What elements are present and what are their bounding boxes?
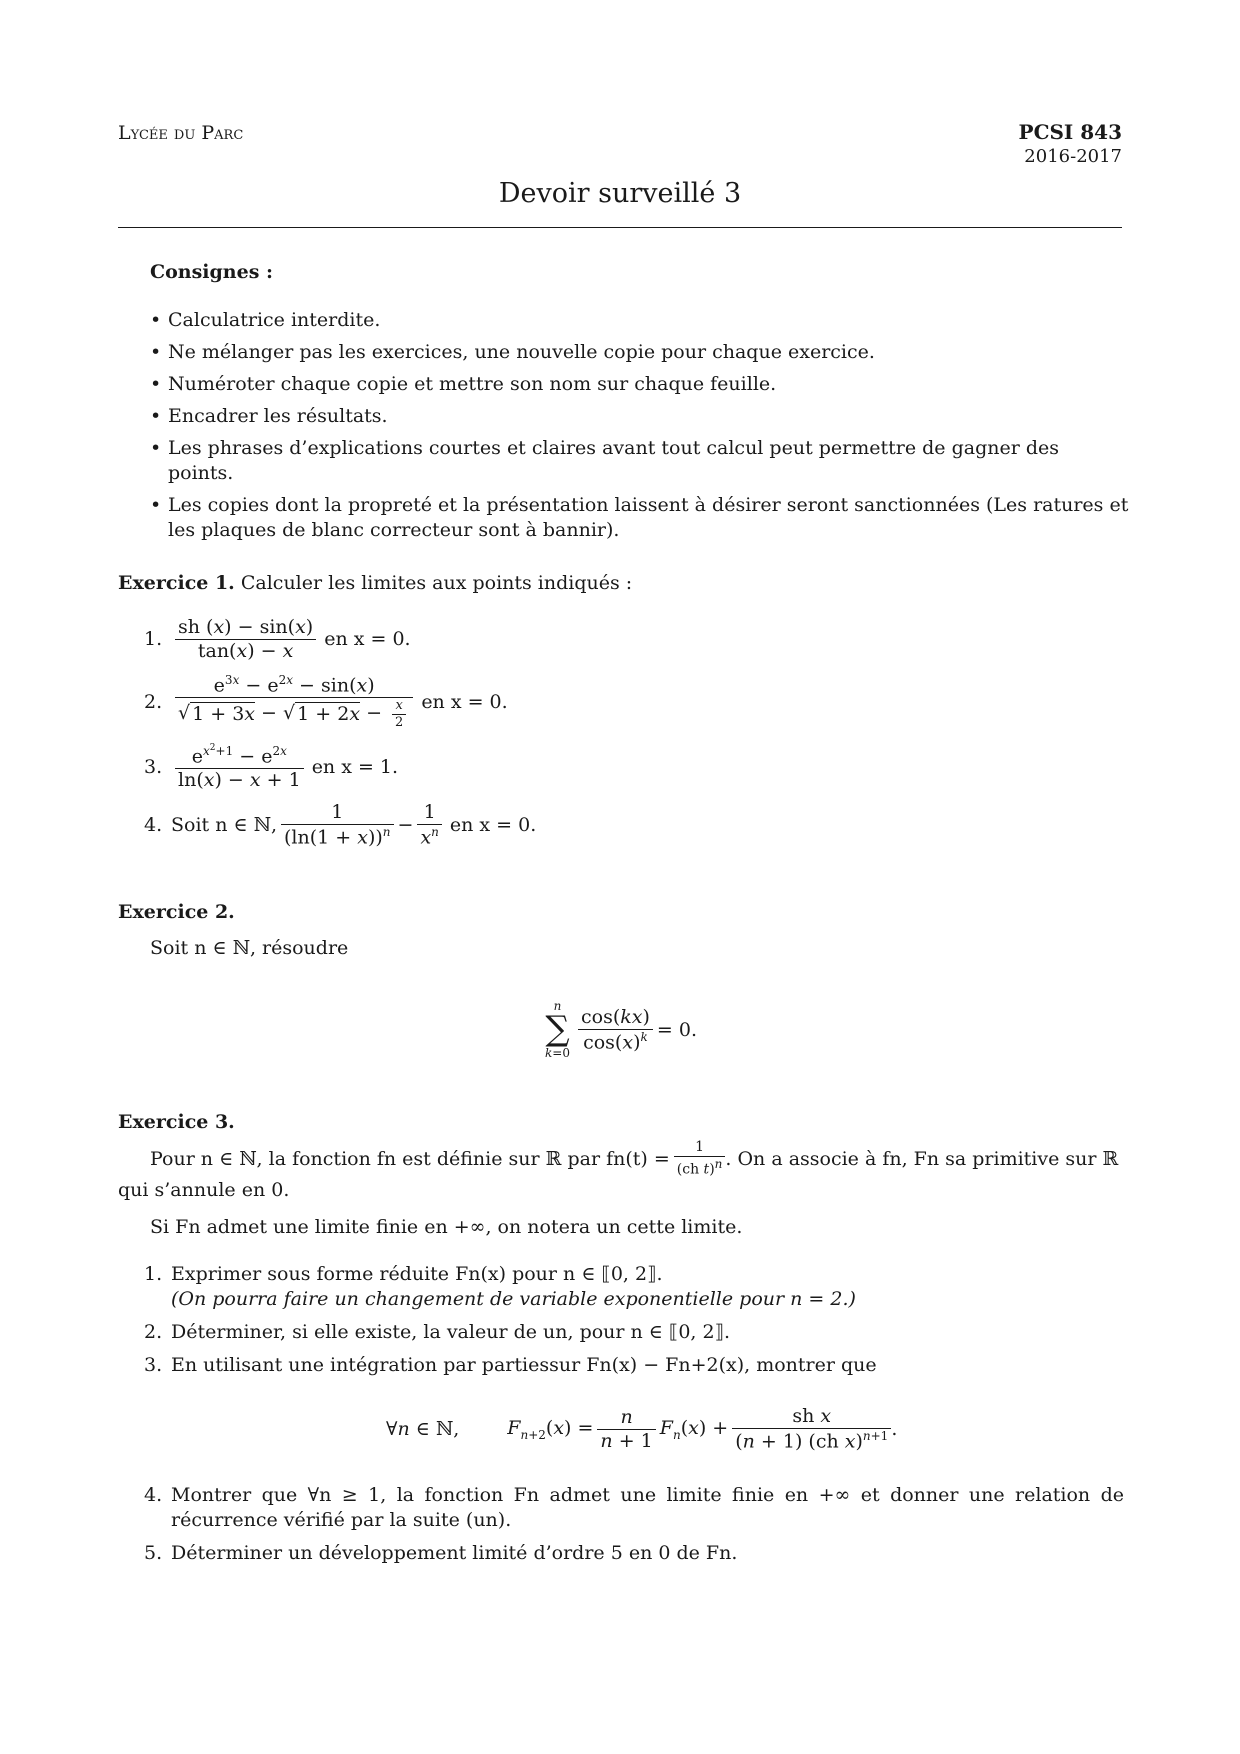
item-number: 2.: [144, 691, 163, 713]
exercise1-label: Exercice 1.: [118, 572, 235, 594]
ex1-item-2: [144, 672, 508, 732]
item-prefix: Soit n ∈ ℕ,: [171, 814, 277, 836]
list-item: • Les copies dont la propreté et la présentation laissent à désirer seront sanctionnées (Les ratures et les plaques de blanc correcteur sont à bannir).: [150, 493, 1130, 543]
list-item: 3. En utilisant une intégration par partiessur Fn(x) − Fn+2(x), montrer que: [144, 1354, 877, 1376]
item-number: 4.: [144, 814, 163, 836]
ex3-paragraph-1-end: qui s’annule en 0.: [118, 1179, 290, 1201]
list-item: • Calculatrice interdite.: [150, 308, 1130, 333]
ex1-fraction-1: $\frac{sh (x) - \sin(x)}{\tan(x) - x}$: [175, 616, 316, 663]
list-item: • Numéroter chaque copie et mettre son nom sur chaque feuille.: [150, 372, 1130, 397]
ex2-equation: n ∑ k=0 $\frac{\cos(kx)}{\cos(x)^k}$ = 0.: [545, 999, 697, 1060]
item-number: 1.: [144, 628, 163, 650]
exercise3-label: Exercice 3.: [118, 1111, 235, 1133]
list-item: • Les phrases d’explications courtes et claires avant tout calcul peut permettre de gagner des points.: [150, 436, 1130, 486]
ex1-fraction-2: $e^{3x} - e^{2x} - \sin(x)$ √ 1 + 3x − √ 1 + 2x − $\frac{x}{2}$: [175, 673, 413, 730]
item-condition: en x = 1.: [311, 756, 399, 778]
ex3-recurrence-formula: ∀n ∈ ℕ, $F_{n+2}(x)$ = $\frac{n}{n + 1}$ $F_n(x)$ + $\frac{\text{sh x}}{(n + 1) (ch x)^{n+1}}$ .: [386, 1405, 898, 1453]
exercise2-label: Exercice 2.: [118, 901, 235, 923]
ex3-hint: (On pourra faire un changement de variable exponentielle pour n = 2.): [171, 1288, 856, 1310]
ex3-paragraph-1: Pour n ∈ ℕ, la fonction fn est définie sur ℝ par fn(t) = $\frac{1}{(ch t)^n}$ . On a associe à fn, Fn sa primitive sur ℝ: [150, 1139, 1119, 1178]
exercise2-intro: Soit n ∈ ℕ, résoudre: [150, 937, 349, 959]
list-item: 1. Exprimer sous forme réduite Fn(x) pour n ∈ ⟦0, 2⟧. (On pourra faire un changement de variable exponentielle pour n = 2.): [144, 1263, 856, 1310]
ex3-questions-cont: [144, 1483, 1124, 1566]
item-condition: en x = 0.: [449, 814, 537, 836]
list-item: • Encadrer les résultats.: [150, 404, 1130, 429]
item-number: 3.: [144, 756, 163, 778]
ex1-item-4: 4. Soit n ∈ ℕ, $\frac{1}{(\ln(1 + x))^n}$ − $\frac{1}{x^n}$ en x = 0.: [144, 801, 537, 849]
school-year: 2016-2017: [1024, 146, 1122, 167]
ex1-fraction-4a: $\frac{1}{(\ln(1 + x))^n}$: [281, 801, 394, 849]
list-item: • Ne mélanger pas les exercices, une nouvelle copie pour chaque exercice.: [150, 340, 1130, 365]
ex3-paragraph-2: Si Fn admet une limite finie en +∞, on notera un cette limite.: [150, 1216, 743, 1238]
item-condition: en x = 0.: [324, 628, 411, 650]
title-rule: [118, 227, 1122, 228]
ex1-item-1: [144, 612, 411, 666]
page-title: Devoir surveillé 3: [498, 178, 742, 209]
instructions-list: [150, 308, 1130, 550]
ex1-item-3: [144, 738, 398, 796]
ex1-fraction-3: $\frac{e^{x^2+1} - e^{2x}}{\ln(x) - x + 1}$: [175, 743, 304, 792]
exercise1-intro: Calculer les limites aux points indiqués :: [240, 572, 633, 594]
ex3-questions: [144, 1262, 1124, 1378]
ex1-fraction-4b: $\frac{1}{x^n}$: [417, 801, 441, 849]
list-item: 4. Montrer que ∀n ≥ 1, la fonction Fn admet une limite finie en +∞ et donner une relation de récurrence vérifié par la suite (un).: [144, 1484, 1124, 1531]
list-item: 2. Déterminer, si elle existe, la valeur de un, pour n ∈ ⟦0, 2⟧.: [144, 1321, 731, 1343]
item-condition: en x = 0.: [421, 691, 508, 713]
class-name: PCSI 843: [1018, 120, 1122, 144]
school-name: Lycée du Parc: [118, 122, 244, 144]
instructions-heading: Consignes :: [150, 261, 274, 283]
exercise1-header: [118, 572, 632, 594]
list-item: 5. Déterminer un développement limité d’ordre 5 en 0 de Fn.: [144, 1542, 738, 1564]
